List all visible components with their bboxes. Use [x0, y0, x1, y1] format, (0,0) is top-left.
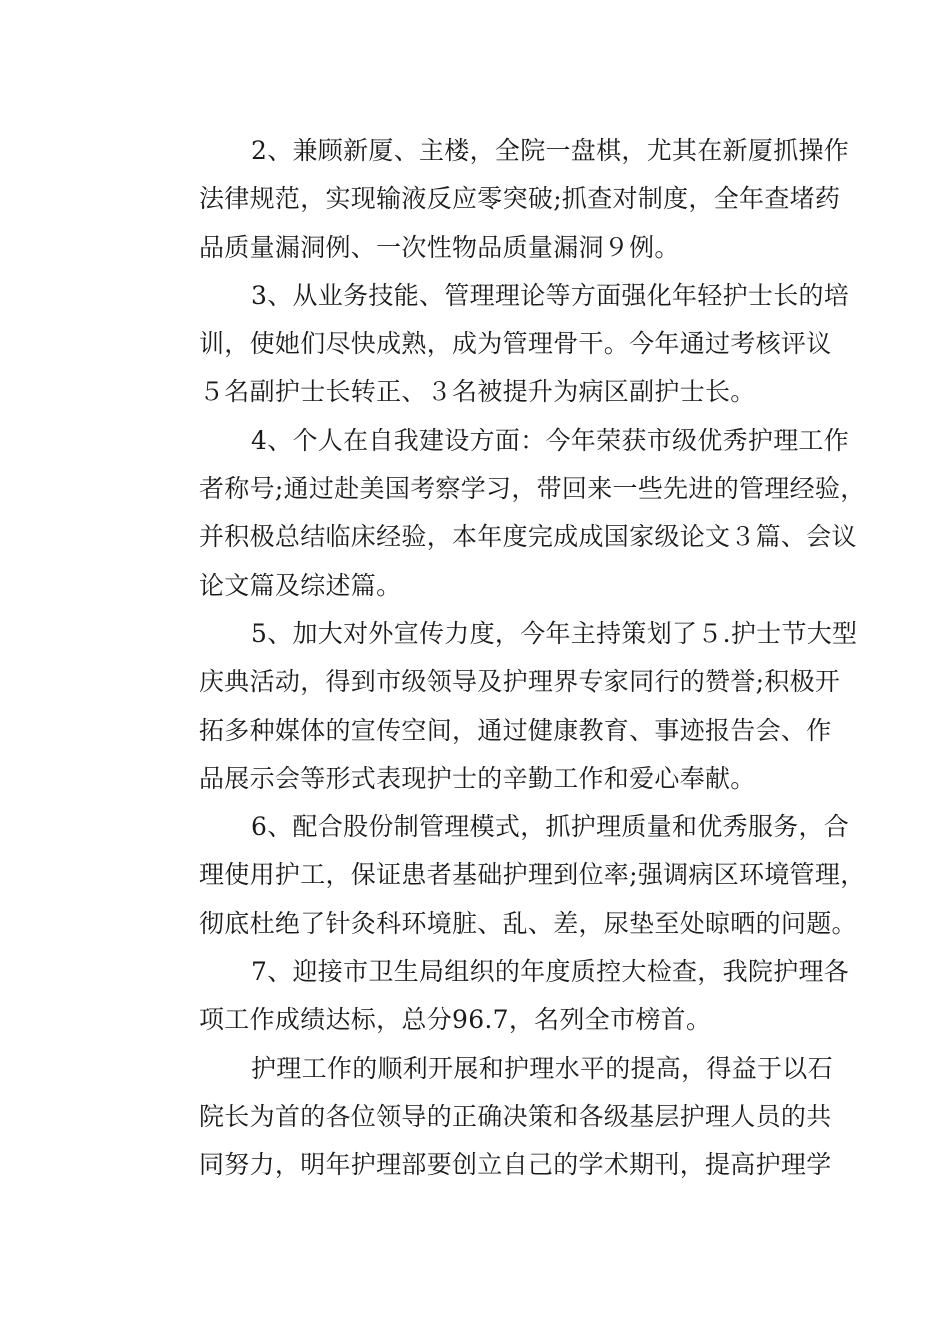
text-line: 论文篇及综述篇。 [199, 570, 402, 600]
text-line: 理使用护工，保证患者基础护理到位率;强调病区环境管理， [199, 860, 866, 890]
document-body [147, 127, 866, 1190]
text-line: 法律规范，实现输液反应零突破;抓查对制度，全年查堵药 [199, 184, 841, 214]
text-line: 并积极总结临床经验，本年度完成成国家级论文３篇、会议 [199, 522, 857, 552]
text-line: 5、加大对外宣传力度，今年主持策划了５.护士节大型 [251, 618, 858, 648]
text-line: 7、迎接市卫生局组织的年度质控大检查，我院护理各 [251, 957, 850, 987]
text-line: ５名副护士长转正、３名被提升为病区副护士长。 [199, 377, 756, 407]
text-line: 彻底杜绝了针灸科环境脏、乱、差，尿垫至处晾晒的问题。 [199, 908, 857, 938]
text-line: 3、从业务技能、管理理论等方面强化年轻护士长的培 [251, 280, 850, 310]
text-line: 2、兼顾新厦、主楼，全院一盘棋，尤其在新厦抓操作 [251, 136, 850, 165]
paragraph-item-7 [147, 948, 850, 1045]
text-line: 品展示会等形式表现护士的辛勤工作和爱心奉献。 [199, 763, 756, 793]
text-line: 6、配合股份制管理模式，抓护理质量和优秀服务，合 [251, 812, 850, 842]
paragraph-item-3 [147, 272, 850, 417]
paragraph-item-2 [147, 127, 850, 272]
text-line: 项工作成绩达标，总分96.7，名列全市榜首。 [199, 1005, 712, 1035]
paragraph-closing [147, 1045, 833, 1190]
text-line: 护理工作的顺利开展和护理水平的提高，得益于以石 [251, 1053, 833, 1083]
text-line: 院长为首的各位领导的正确决策和各级基层护理人员的共 [199, 1101, 832, 1131]
text-line: 同努力，明年护理部要创立自己的学术期刊，提高护理学 [199, 1150, 832, 1180]
text-line: 庆典活动，得到市级领导及护理界专家同行的赞誉;积极开 [199, 667, 841, 697]
text-line: 训，使她们尽快成熟，成为管理骨干。今年通过考核评议 [199, 329, 832, 359]
text-line: 拓多种媒体的宣传空间，通过健康教育、事迹报告会、作 [199, 715, 832, 745]
paragraph-item-5 [147, 610, 858, 803]
text-line: 品质量漏洞例、一次性物品质量漏洞９例。 [199, 232, 680, 262]
paragraph-item-4 [147, 417, 866, 610]
paragraph-item-6 [147, 803, 866, 948]
text-line: 4、个人在自我建设方面：今年荣获市级优秀护理工作 [251, 425, 850, 455]
text-line: 者称号;通过赴美国考察学习，带回来一些先进的管理经验， [199, 474, 866, 504]
